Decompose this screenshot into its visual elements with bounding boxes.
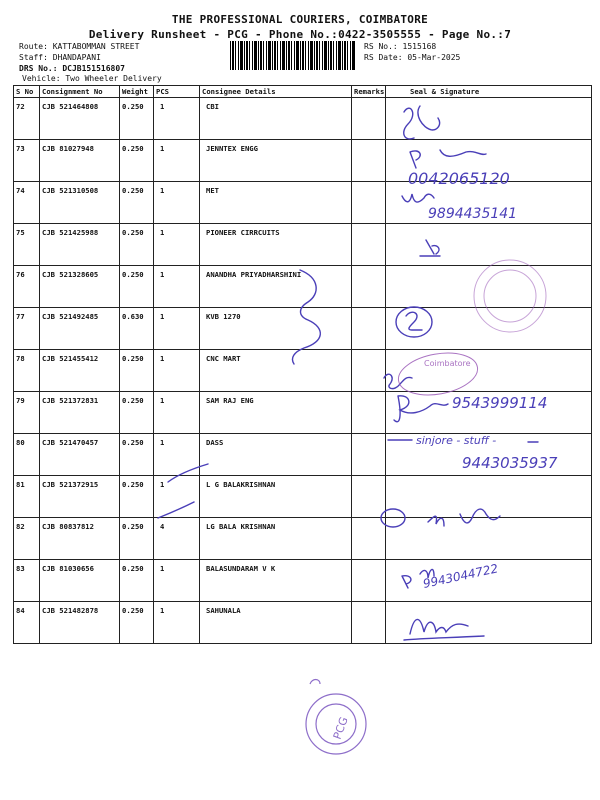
cell-weight: 0.250 (120, 560, 154, 602)
cell-remarks (352, 98, 386, 140)
cell-consignee: CNC MART (200, 350, 352, 392)
cell-weight: 0.630 (120, 308, 154, 350)
cell-pcs: 1 (154, 392, 200, 434)
staff-label: Staff: DHANDAPANI (19, 53, 101, 62)
cell-sno: 74 (14, 182, 40, 224)
cell-weight: 0.250 (120, 182, 154, 224)
cell-sno: 80 (14, 434, 40, 476)
cell-consignment: CJB 521455412 (40, 350, 120, 392)
cell-signature (386, 308, 592, 350)
table-row (14, 182, 592, 224)
table-row (14, 308, 592, 350)
col-consignee: Consignee Details (200, 86, 352, 98)
cell-consignment: CJB 521482878 (40, 602, 120, 644)
stamp-text-pcg: PCG (330, 715, 351, 742)
cell-consignee: CBI (200, 98, 352, 140)
cell-pcs: 1 (154, 350, 200, 392)
col-sno: S No (14, 86, 40, 98)
handwritten-phone-73: 0042065120 (408, 169, 510, 188)
cell-consignee: L G BALAKRISHNAN (200, 476, 352, 518)
rs-number: RS No.: 1515168 (364, 42, 437, 51)
company-title: THE PROFESSIONAL COURIERS, COIMBATORE (171, 13, 429, 26)
col-seal-signature: Seal & Signature (386, 86, 592, 98)
cell-signature (386, 350, 592, 392)
col-pcs: PCS (154, 86, 200, 98)
cell-remarks (352, 308, 386, 350)
cell-sno: 79 (14, 392, 40, 434)
table-header-row (14, 86, 592, 98)
cell-consignee: MET (200, 182, 352, 224)
cell-weight: 0.250 (120, 140, 154, 182)
cell-signature (386, 392, 592, 434)
cell-weight: 0.250 (120, 98, 154, 140)
cell-pcs: 1 (154, 560, 200, 602)
cell-remarks (352, 266, 386, 308)
table-row (14, 560, 592, 602)
cell-pcs: 1 (154, 182, 200, 224)
cell-consignment: CJB 521328605 (40, 266, 120, 308)
cell-consignment: CJB 81027948 (40, 140, 120, 182)
cell-consignee: LG BALA KRISHNAN (200, 518, 352, 560)
cell-consignee: BALASUNDARAM V K (200, 560, 352, 602)
cell-weight: 0.250 (120, 224, 154, 266)
cell-consignment: CJB 521425988 (40, 224, 120, 266)
cell-weight: 0.250 (120, 434, 154, 476)
cell-weight: 0.250 (120, 392, 154, 434)
table-row (14, 140, 592, 182)
cell-sno: 83 (14, 560, 40, 602)
handwritten-phone-79: 9543999114 (452, 394, 548, 412)
cell-signature (386, 140, 592, 182)
runsheet-table (13, 85, 592, 644)
cell-consignment: CJB 521464808 (40, 98, 120, 140)
cell-signature (386, 98, 592, 140)
rs-date: RS Date: 05-Mar-2025 (364, 53, 461, 62)
col-remarks: Remarks (352, 86, 386, 98)
cell-weight: 0.250 (120, 266, 154, 308)
cell-consignee: DASS (200, 434, 352, 476)
cell-remarks (352, 560, 386, 602)
table-row (14, 266, 592, 308)
cell-consignment: CJB 521470457 (40, 434, 120, 476)
table-row (14, 476, 592, 518)
cell-weight: 0.250 (120, 476, 154, 518)
cell-signature (386, 182, 592, 224)
cell-consignee: PIONEER CIRRCUITS (200, 224, 352, 266)
cell-pcs: 1 (154, 434, 200, 476)
cell-pcs: 1 (154, 308, 200, 350)
cell-pcs: 4 (154, 518, 200, 560)
cell-pcs: 1 (154, 98, 200, 140)
col-weight: Weight (120, 86, 154, 98)
table-row (14, 392, 592, 434)
pcg-stamp (306, 680, 366, 755)
cell-remarks (352, 224, 386, 266)
cell-remarks (352, 350, 386, 392)
table-row (14, 98, 592, 140)
cell-weight: 0.250 (120, 602, 154, 644)
table-row (14, 434, 592, 476)
cell-sno: 76 (14, 266, 40, 308)
cell-consignee: KVB 1270 (200, 308, 352, 350)
runsheet-subtitle: Delivery Runsheet - PCG - Phone No.:0422-3505555 - Page No.:7 (88, 28, 512, 41)
cell-remarks (352, 182, 386, 224)
cell-remarks (352, 392, 386, 434)
cell-consignee: SAM RAJ ENG (200, 392, 352, 434)
cell-consignment: CJB 80837812 (40, 518, 120, 560)
cell-sno: 77 (14, 308, 40, 350)
cell-sno: 73 (14, 140, 40, 182)
cell-consignee: SAHUNALA (200, 602, 352, 644)
handwritten-phone-83: 9943044722 (421, 561, 500, 591)
cell-sno: 72 (14, 98, 40, 140)
table-row (14, 602, 592, 644)
handwritten-note-80: sinjore - stuff - (416, 434, 497, 447)
handwritten-phone-80: 9443035937 (462, 454, 558, 472)
cell-remarks (352, 602, 386, 644)
cell-remarks (352, 434, 386, 476)
col-consignment: Consignment No (40, 86, 120, 98)
cell-sno: 82 (14, 518, 40, 560)
cell-sno: 81 (14, 476, 40, 518)
cell-signature (386, 560, 592, 602)
cell-remarks (352, 140, 386, 182)
cell-pcs: 1 (154, 602, 200, 644)
table-row (14, 518, 592, 560)
cell-remarks (352, 518, 386, 560)
cell-signature (386, 224, 592, 266)
cell-weight: 0.250 (120, 350, 154, 392)
barcode (230, 41, 356, 70)
cell-consignment: CJB 521310508 (40, 182, 120, 224)
seal-text-coimbatore: Coimbatore (424, 359, 471, 368)
cell-sno: 78 (14, 350, 40, 392)
route-label: Route: KATTABOMMAN STREET (19, 42, 140, 51)
cell-pcs: 1 (154, 476, 200, 518)
cell-weight: 0.250 (120, 518, 154, 560)
table-row (14, 224, 592, 266)
cell-consignee: JENNTEX ENGG (200, 140, 352, 182)
vehicle-label: Vehicle: Two Wheeler Delivery (22, 74, 162, 83)
cell-pcs: 1 (154, 224, 200, 266)
cell-signature (386, 434, 592, 476)
cell-signature (386, 476, 592, 518)
cell-pcs: 1 (154, 140, 200, 182)
cell-remarks (352, 476, 386, 518)
handwritten-phone-74: 9894435141 (428, 206, 518, 222)
table-row (14, 350, 592, 392)
cell-signature (386, 518, 592, 560)
cell-signature (386, 266, 592, 308)
cell-sno: 84 (14, 602, 40, 644)
cell-signature (386, 602, 592, 644)
cell-sno: 75 (14, 224, 40, 266)
cell-consignment: CJB 521372831 (40, 392, 120, 434)
cell-consignment: CJB 521492485 (40, 308, 120, 350)
cell-consignment: CJB 521372915 (40, 476, 120, 518)
drs-label: DRS No.: DCJB151516807 (19, 64, 125, 73)
cell-consignment: CJB 81030656 (40, 560, 120, 602)
cell-pcs: 1 (154, 266, 200, 308)
cell-consignee: ANANDHA PRIYADHARSHINI (200, 266, 352, 308)
